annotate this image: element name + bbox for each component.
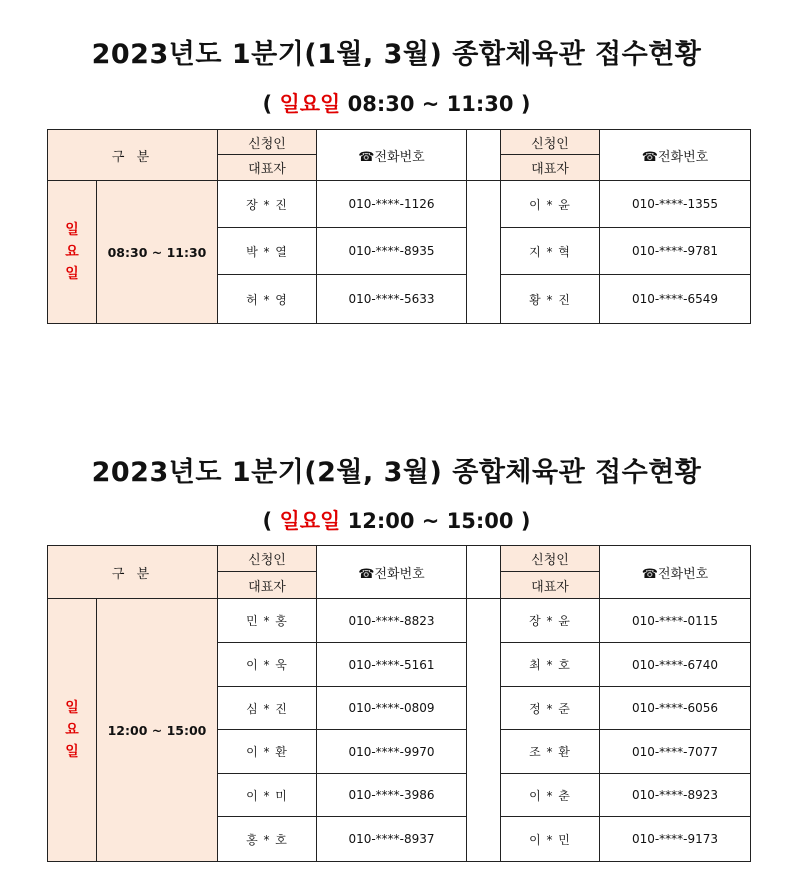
header-category: 구 분 bbox=[48, 546, 218, 599]
applicant-name: 홍 * 호 bbox=[218, 817, 317, 862]
header-phone-right: ☎전화번호 bbox=[600, 546, 751, 599]
section-1-title: 2023년도 1분기(1월, 3월) 종합체육관 접수현황 bbox=[91, 39, 702, 70]
applicant-phone: 010-****-9173 bbox=[600, 817, 751, 862]
applicant-name: 심 * 진 bbox=[218, 687, 317, 730]
subtitle-open: ( bbox=[262, 92, 280, 116]
applicant-name: 박 * 열 bbox=[218, 228, 317, 275]
time-range: 12:00 ~ 15:00 bbox=[97, 599, 218, 862]
subtitle-time: 08:30 ~ 11:30 ) bbox=[340, 92, 531, 116]
applicant-phone: 010-****-0809 bbox=[317, 687, 467, 730]
applicant-name: 이 * 춘 bbox=[501, 774, 600, 817]
applicant-phone: 010-****-0115 bbox=[600, 599, 751, 643]
applicant-name: 황 * 진 bbox=[501, 275, 600, 324]
applicant-name: 이 * 윤 bbox=[501, 181, 600, 228]
header-representative: 대표자 bbox=[218, 572, 317, 599]
applicant-name: 이 * 민 bbox=[501, 817, 600, 862]
applicant-name: 지 * 혁 bbox=[501, 228, 600, 275]
section-1-subtitle bbox=[0, 88, 793, 118]
header-applicant-right: 신청인 bbox=[501, 130, 600, 155]
applicant-phone: 010-****-8935 bbox=[317, 228, 467, 275]
row-gap bbox=[467, 181, 501, 324]
header-gap bbox=[467, 546, 501, 599]
schedule-table-2 bbox=[47, 545, 751, 862]
header-representative-right: 대표자 bbox=[501, 572, 600, 599]
applicant-phone: 010-****-1126 bbox=[317, 181, 467, 228]
applicant-phone: 010-****-6056 bbox=[600, 687, 751, 730]
applicant-phone: 010-****-8923 bbox=[600, 774, 751, 817]
header-applicant: 신청인 bbox=[218, 130, 317, 155]
section-2-title: 2023년도 1분기(2월, 3월) 종합체육관 접수현황 bbox=[91, 457, 702, 488]
applicant-phone: 010-****-1355 bbox=[600, 181, 751, 228]
subtitle-open: ( bbox=[262, 509, 280, 533]
applicant-phone: 010-****-8937 bbox=[317, 817, 467, 862]
applicant-phone: 010-****-9781 bbox=[600, 228, 751, 275]
day-label bbox=[48, 599, 97, 862]
day-char: 요 bbox=[65, 722, 79, 738]
applicant-name: 조 * 환 bbox=[501, 730, 600, 774]
applicant-phone: 010-****-6740 bbox=[600, 643, 751, 687]
header-applicant: 신청인 bbox=[218, 546, 317, 572]
day-char: 일 bbox=[65, 744, 79, 760]
applicant-phone: 010-****-5161 bbox=[317, 643, 467, 687]
header-applicant-right: 신청인 bbox=[501, 546, 600, 572]
applicant-name: 장 * 윤 bbox=[501, 599, 600, 643]
header-gap bbox=[467, 130, 501, 181]
section-2-subtitle bbox=[0, 505, 793, 535]
schedule-table-1 bbox=[47, 129, 751, 324]
day-char: 일 bbox=[65, 700, 79, 716]
applicant-name: 장 * 진 bbox=[218, 181, 317, 228]
applicant-name: 이 * 환 bbox=[218, 730, 317, 774]
subtitle-day: 일요일 bbox=[279, 92, 341, 116]
header-phone-right: ☎전화번호 bbox=[600, 130, 751, 181]
day-char: 일 bbox=[65, 266, 79, 282]
applicant-phone: 010-****-5633 bbox=[317, 275, 467, 324]
header-phone: ☎전화번호 bbox=[317, 130, 467, 181]
subtitle-day: 일요일 bbox=[279, 509, 341, 533]
day-char: 요 bbox=[65, 244, 79, 260]
time-range: 08:30 ~ 11:30 bbox=[97, 181, 218, 324]
day-char: 일 bbox=[65, 222, 79, 238]
applicant-phone: 010-****-8823 bbox=[317, 599, 467, 643]
applicant-name: 이 * 미 bbox=[218, 774, 317, 817]
header-representative: 대표자 bbox=[218, 155, 317, 181]
day-label bbox=[48, 181, 97, 324]
header-category: 구 분 bbox=[48, 130, 218, 181]
header-representative-right: 대표자 bbox=[501, 155, 600, 181]
applicant-phone: 010-****-9970 bbox=[317, 730, 467, 774]
applicant-name: 최 * 호 bbox=[501, 643, 600, 687]
subtitle-time: 12:00 ~ 15:00 ) bbox=[340, 509, 531, 533]
applicant-phone: 010-****-3986 bbox=[317, 774, 467, 817]
applicant-phone: 010-****-6549 bbox=[600, 275, 751, 324]
applicant-name: 정 * 준 bbox=[501, 687, 600, 730]
applicant-name: 민 * 홍 bbox=[218, 599, 317, 643]
row-gap bbox=[467, 599, 501, 862]
applicant-name: 허 * 영 bbox=[218, 275, 317, 324]
header-phone: ☎전화번호 bbox=[317, 546, 467, 599]
applicant-phone: 010-****-7077 bbox=[600, 730, 751, 774]
applicant-name: 이 * 욱 bbox=[218, 643, 317, 687]
